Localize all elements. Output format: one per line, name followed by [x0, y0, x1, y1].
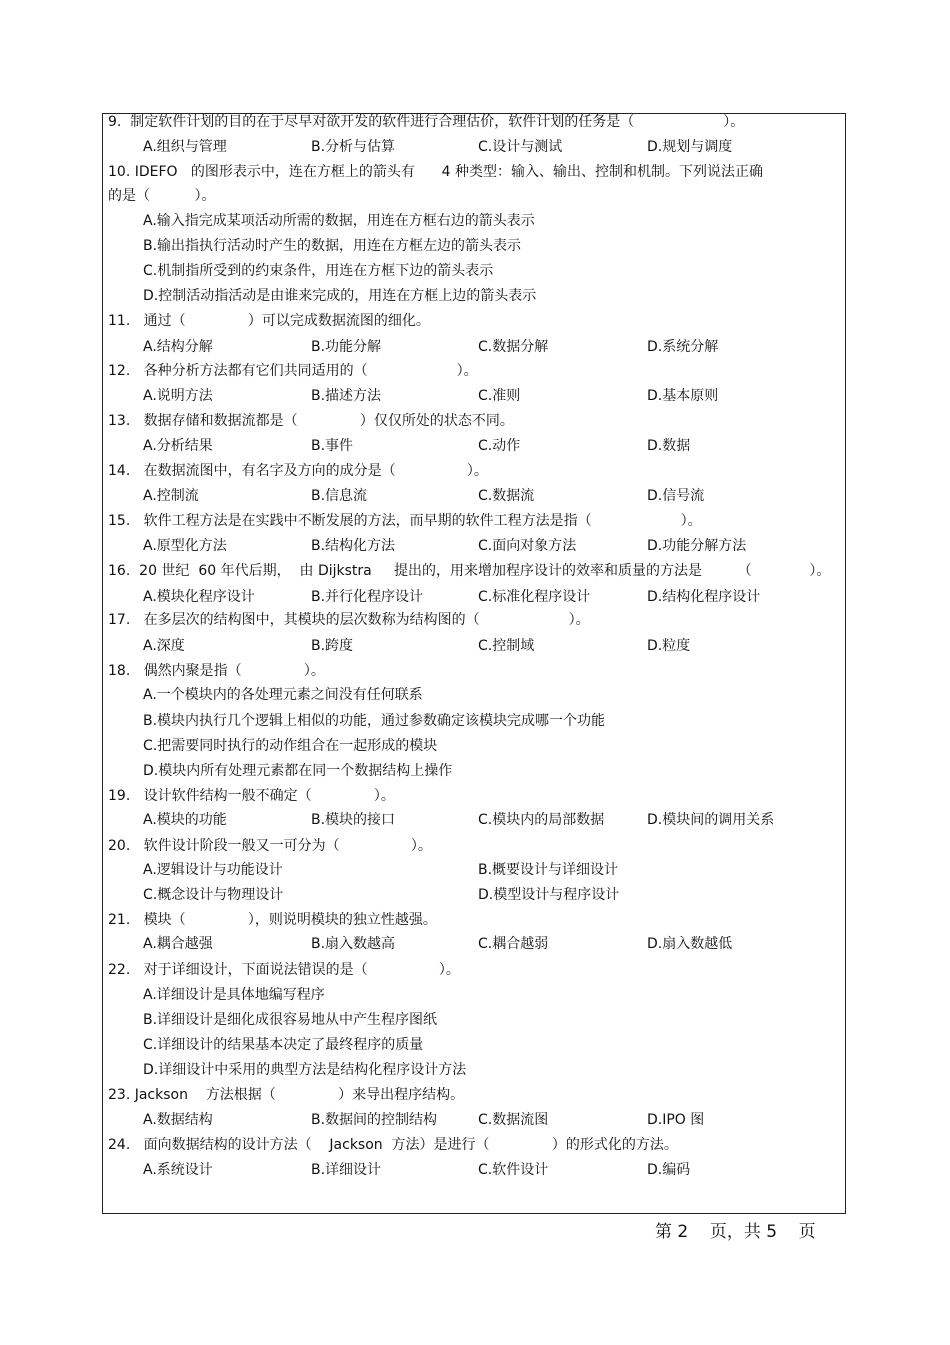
option: C.控制域: [478, 638, 535, 654]
question-stem: 11. 通过（ ）可以完成数据流图的细化。: [108, 313, 430, 329]
page-number-footer: 第 2 页，共 5 页: [655, 1222, 816, 1242]
option: A.原型化方法: [143, 538, 227, 554]
option: B.结构化方法: [311, 538, 396, 554]
option: D.粒度: [647, 638, 691, 654]
option: A.逻辑设计与功能设计: [143, 862, 283, 878]
option: C.详细设计的结果基本决定了最终程序的质量: [143, 1037, 424, 1053]
question-stem: 19. 设计软件结构一般不确定（ ）。: [108, 788, 395, 804]
option: A.模块化程序设计: [143, 589, 255, 605]
option: B.功能分解: [311, 339, 382, 355]
option: A.详细设计是具体地编写程序: [143, 987, 325, 1003]
option: C.数据流图: [478, 1112, 549, 1128]
option: C.数据流: [478, 488, 535, 504]
question-stem: 22. 对于详细设计，下面说法错误的是（ ）。: [108, 962, 460, 978]
question-stem: 12. 各种分析方法都有它们共同适用的（ ）。: [108, 363, 478, 379]
option: D.模块内所有处理元素都在同一个数据结构上操作: [143, 763, 453, 779]
question-stem: 16. 20 世纪 60 年代后期， 由 Dijkstra 提出的，用来增加程序设计的效率和质量的方法是 （ ）。: [108, 563, 831, 579]
question-stem: 15. 软件工程方法是在实践中不断发展的方法，而早期的软件工程方法是指（ ）。: [108, 513, 702, 529]
option: B.模块的接口: [311, 812, 396, 828]
option: B.分析与估算: [311, 139, 396, 155]
option: B.概要设计与详细设计: [478, 862, 619, 878]
option: A.输入指完成某项活动所需的数据，用连在方框右边的箭头表示: [143, 213, 535, 229]
question-stem: 24. 面向数据结构的设计方法（ Jackson 方法）是进行（ ）的形式化的方法。: [108, 1137, 678, 1153]
option: A.耦合越强: [143, 936, 213, 952]
option: A.一个模块内的各处理元素之间没有任何联系: [143, 687, 423, 703]
option: A.控制流: [143, 488, 199, 504]
option: A.说明方法: [143, 388, 213, 404]
option: C.模块内的局部数据: [478, 812, 605, 828]
option: B.详细设计是细化成很容易地从中产生程序图纸: [143, 1012, 438, 1028]
option: B.并行化程序设计: [311, 589, 424, 605]
option: B.信息流: [311, 488, 368, 504]
option: C.把需要同时执行的动作组合在一起形成的模块: [143, 738, 438, 754]
option: B.数据间的控制结构: [311, 1112, 438, 1128]
option: B.跨度: [311, 638, 354, 654]
option: A.组织与管理: [143, 139, 227, 155]
option: D.IPO 图: [647, 1112, 705, 1128]
question-stem: 9. 制定软件计划的目的在于尽早对欲开发的软件进行合理估价，软件计划的任务是（ ）。: [108, 114, 745, 130]
question-stem: 18. 偶然内聚是指（ ）。: [108, 663, 325, 679]
option: B.扇入数越高: [311, 936, 396, 952]
option: A.数据结构: [143, 1112, 213, 1128]
option: B.输出指执行活动时产生的数据，用连在方框左边的箭头表示: [143, 238, 522, 254]
option: B.详细设计: [311, 1162, 382, 1178]
option: B.模块内执行几个逻辑上相似的功能，通过参数确定该模块完成哪一个功能: [143, 713, 606, 729]
option: D.模块间的调用关系: [647, 812, 775, 828]
question-stem: 10. IDEFO 的图形表示中，连在方框上的箭头有 4 种类型：输入、输出、控制和机制。下列说法正确: [108, 164, 763, 180]
option: A.分析结果: [143, 438, 213, 454]
option: D.控制活动指活动是由谁来完成的，用连在方框上边的箭头表示: [143, 288, 537, 304]
option: A.模块的功能: [143, 812, 227, 828]
option: C.机制指所受到的约束条件，用连在方框下边的箭头表示: [143, 263, 494, 279]
option: D.规划与调度: [647, 139, 733, 155]
question-stem: 17. 在多层次的结构图中，其模块的层次数称为结构图的（ ）。: [108, 612, 590, 628]
question-stem: 21. 模块（ ），则说明模块的独立性越强。: [108, 912, 437, 928]
option: D.系统分解: [647, 339, 719, 355]
option: D.详细设计中采用的典型方法是结构化程序设计方法: [143, 1062, 467, 1078]
question-stem: 14. 在数据流图中，有名字及方向的成分是（ ）。: [108, 463, 488, 479]
option: C.数据分解: [478, 339, 549, 355]
option: C.耦合越弱: [478, 936, 549, 952]
option: D.信号流: [647, 488, 705, 504]
option: C.概念设计与物理设计: [143, 887, 284, 903]
option: A.系统设计: [143, 1162, 213, 1178]
option: D.编码: [647, 1162, 691, 1178]
option: D.数据: [647, 438, 691, 454]
option: D.基本原则: [647, 388, 719, 404]
option: D.功能分解方法: [647, 538, 747, 554]
question-stem: 13. 数据存储和数据流都是（ ）仅仅所处的状态不同。: [108, 413, 514, 429]
option: A.结构分解: [143, 339, 213, 355]
option: D.结构化程序设计: [647, 589, 761, 605]
question-stem: 20. 软件设计阶段一般又一可分为（ ）。: [108, 838, 432, 854]
option: C.准则: [478, 388, 521, 404]
option: A.深度: [143, 638, 185, 654]
question-stem: 23. Jackson 方法根据（ ）来导出程序结构。: [108, 1087, 465, 1103]
option: C.动作: [478, 438, 521, 454]
option: C.设计与测试: [478, 139, 563, 155]
option: C.标准化程序设计: [478, 589, 591, 605]
option: C.面向对象方法: [478, 538, 577, 554]
option: D.扇入数越低: [647, 936, 733, 952]
option: C.软件设计: [478, 1162, 549, 1178]
option: D.模型设计与程序设计: [478, 887, 620, 903]
option: B.事件: [311, 438, 354, 454]
question-stem-continued: 的是（ ）。: [108, 188, 216, 204]
option: B.描述方法: [311, 388, 382, 404]
